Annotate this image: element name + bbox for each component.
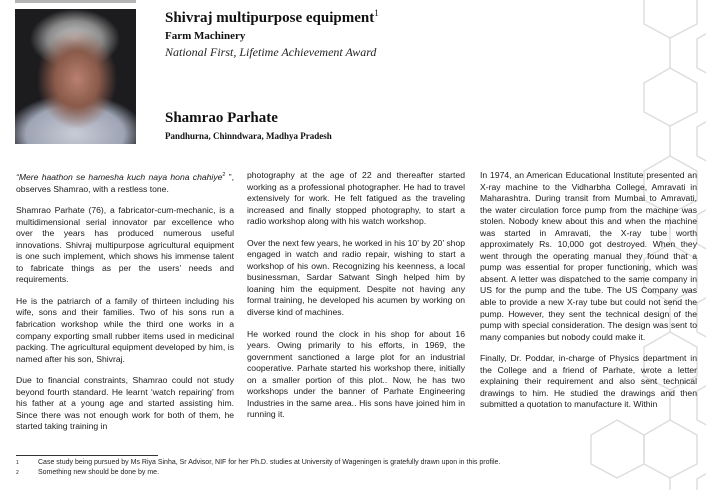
paragraph: Shamrao Parhate (76), a fabricator-cum-mechanic, is a multidimensional serial innovator par excellence who over the years has produced numerous useful innovations. Shivraj multipurpose agricultural equipment is one such implement, which shows his immense talent to fabricate things as per the users’ needs and requirements. [16, 205, 234, 285]
text-column-3 [480, 170, 697, 421]
top-accent-bar [15, 0, 136, 3]
footnotes [16, 458, 500, 478]
award-label: National First, Lifetime Achievement Award [165, 45, 377, 59]
profile-header [165, 8, 379, 60]
footnote-ref[interactable]: 1 [374, 8, 379, 18]
category-label: Farm Machinery [165, 30, 246, 42]
footnote-1: 1 Case study being pursued by Ms Riya Sinha, Sr Advisor, NIF for her Ph.D. studies at University of Wageningen is gratefully drawn upon in this profile. [16, 459, 501, 466]
innovator-location: Pandhurna, Chinndwara, Madhya Pradesh [165, 131, 332, 141]
innovator-name: Shamrao Parhate [165, 110, 278, 126]
paragraph: He worked round the clock in his shop for about 16 years. Owing primarily to his efforts, in 1969, the government sanctioned a large plot for an industrial cooperative. Parhate started his workshop there, initially on a smaller portion of this plot.. Now, he has two workshops under the banner of Parhate Engineering Industries in the same area.. His sons have joined him in running it. [247, 328, 465, 420]
portrait-photo [15, 9, 136, 144]
innovator-info [165, 110, 332, 141]
paragraph: photography at the age of 22 and thereafter started working as a professional photographer. He had to travel extensively for work. He felt fatigued as the traveling increased and finally stopped photography, to start a radio workshop along with his watch workshop. [247, 170, 465, 227]
opening-quote: “Mere haathon se hamesha kuch naya hona chahiye$^2$ ”, observes Shamrao, with a restless tone. [16, 172, 234, 194]
paragraph: Over the next few years, he worked in his 10’ by 20’ shop engaged in watch and radio repair, wishing to start a workshop of his own. Recognizing his keenness, a local businessman, Sardar Satwant Singh helped him by loaning him the equipment. Despite not having any formal training, he developed his acumen by working on diverse kind of machines. [247, 237, 465, 318]
text-column-2 [247, 170, 465, 431]
innovation-title: Shivraj multipurpose equipment$^1$ [165, 8, 379, 26]
footnote-ref[interactable]: 2 [222, 172, 226, 178]
footnote-divider [16, 455, 158, 456]
paragraph: In 1974, an American Educational Institute presented an X-ray machine to the Vidharbha College, Amravati in Maharashtra. During transit from Mumbai to Amravati, the water circulation force pump from the machine was stolen. Nobody knew about this and when the machine was started in Amravati, the X-ray tube worth approximately Rs. 10,000 got destroyed. When they went through the operating manual they found that a pump was essential for proper functioning, which was absent. A letter was dispatched to the same company in US for the pump and the tube. The US Company was able to provide a new X-ray tube but could not send the pump. However, they sent the technical design of the pump with special consideration. The design was sent to many companies but nobody could make it. [480, 170, 697, 342]
paragraph: Finally, Dr. Poddar, in-charge of Physics department in the College and a friend of Parhate, wrote a letter explaining their requirement and also sent technical drawings to him. He studied the drawings and then submitted a quotation to manufacture it. Within [480, 353, 697, 410]
text-column-1 [16, 170, 234, 443]
paragraph: Due to financial constraints, Shamrao could not study beyond fourth standard. He learnt ‘watch repairing’ from his father at a young age and started assisting him. Since there was not enough work for both of them, he started taking training in [16, 375, 234, 432]
paragraph: He is the patriarch of a family of thirteen including his wife, sons and their families. Two of his sons run a fabrication workshop while the third one works in a company exporting small rubber items used in medicinal packing. The agricultural equipment developed by him, is named after his son, Shivraj. [16, 295, 234, 364]
footnote-2: 2 Something new should be done by me. [16, 469, 160, 476]
